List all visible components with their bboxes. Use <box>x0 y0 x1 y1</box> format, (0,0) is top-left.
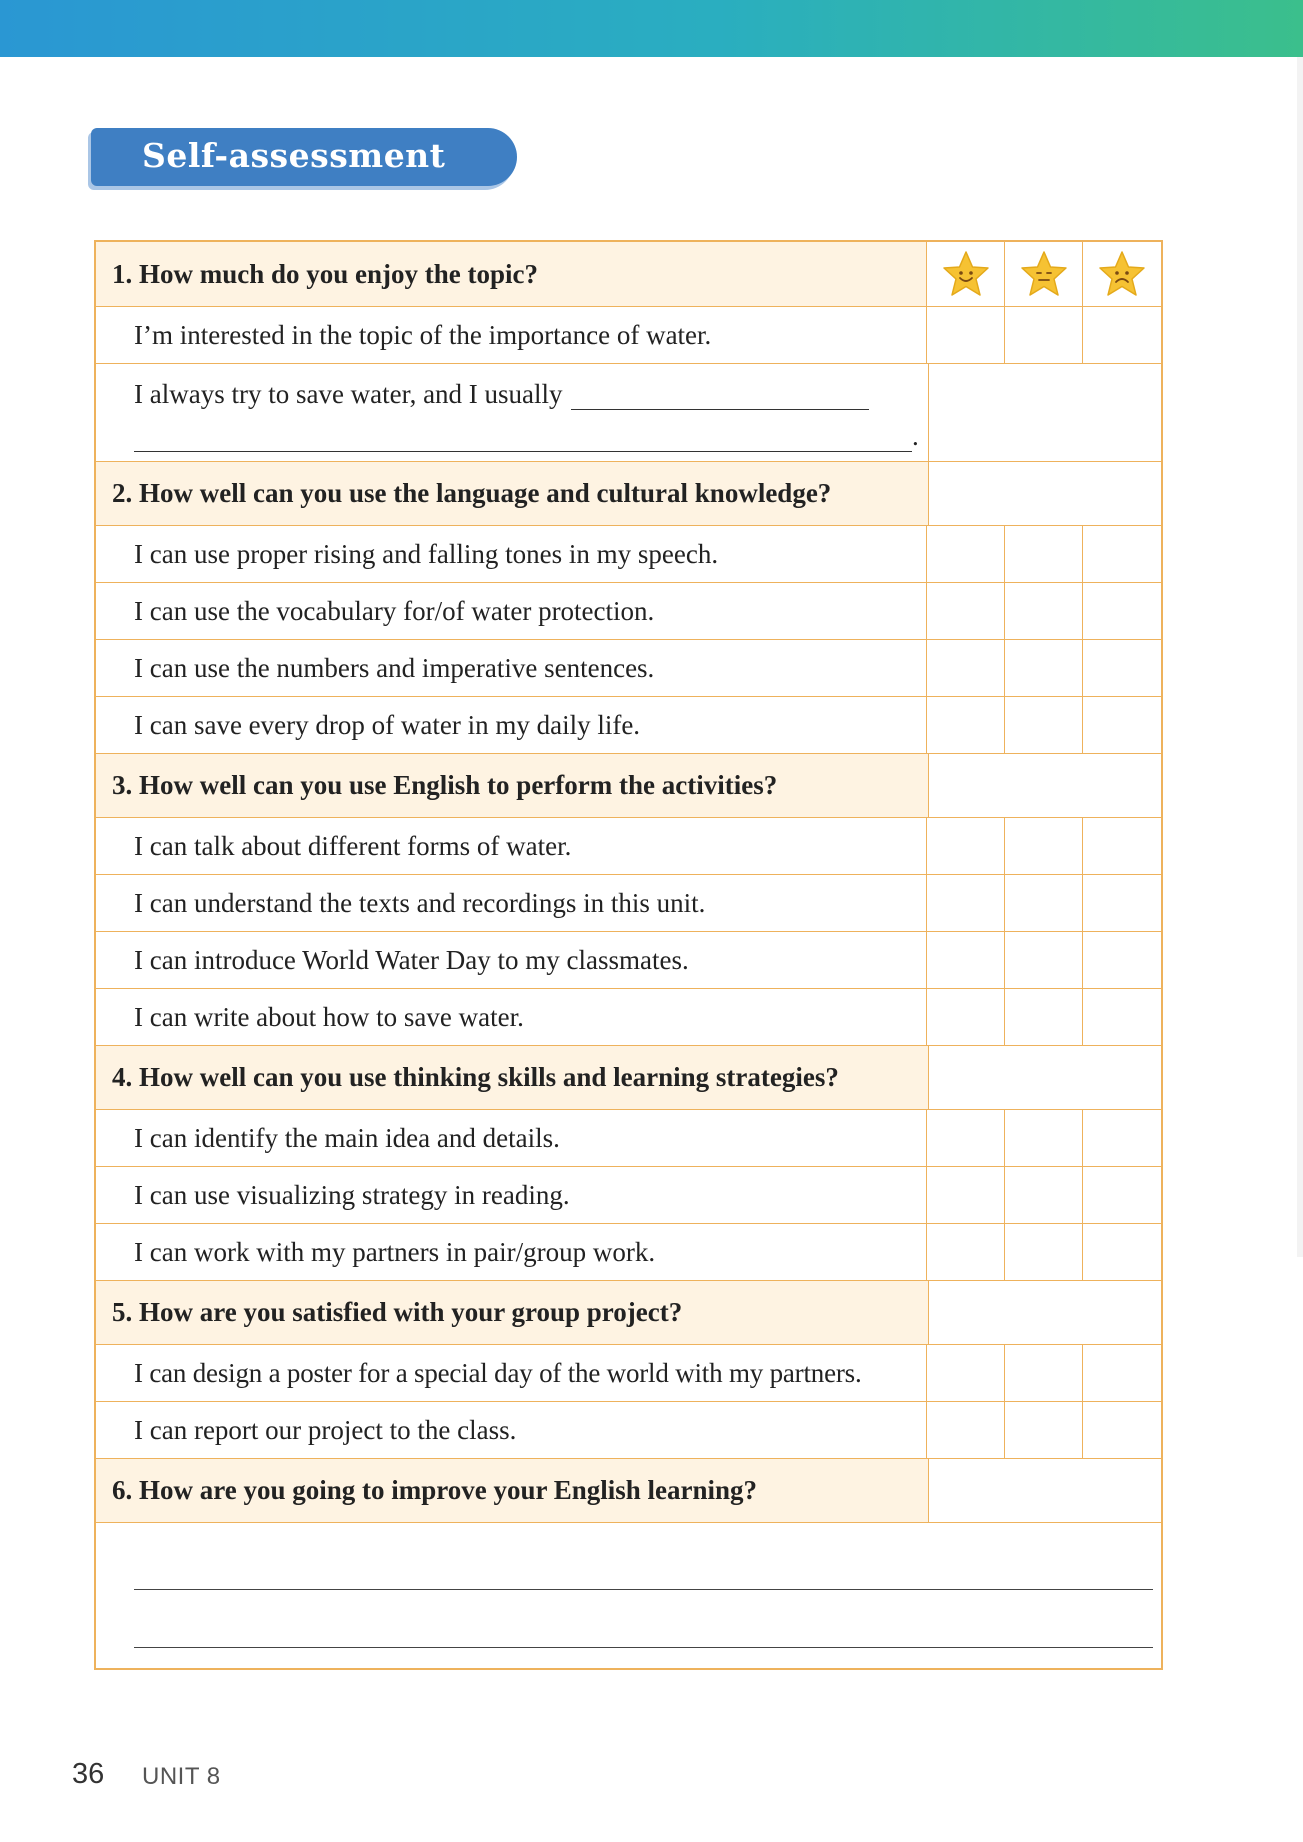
rating-cell-happy[interactable] <box>927 818 1005 874</box>
question-5: 5. How are you satisfied with your group project? <box>96 1281 929 1344</box>
rating-cell-neutral[interactable] <box>1005 932 1083 988</box>
rating-cell-sad[interactable] <box>1083 1345 1161 1401</box>
rating-cell-happy[interactable] <box>927 1345 1005 1401</box>
rating-cell-sad[interactable] <box>1083 697 1161 753</box>
rating-cell-sad[interactable] <box>1083 989 1161 1045</box>
answer-line-1[interactable] <box>134 1589 1153 1590</box>
statement-row <box>96 1401 1161 1458</box>
statement-row <box>96 696 1161 753</box>
rating-cell-neutral[interactable] <box>1005 989 1083 1045</box>
rating-cell-neutral[interactable] <box>1005 1167 1083 1223</box>
rating-cell-neutral[interactable] <box>1005 1402 1083 1458</box>
empty-cell <box>929 1459 1161 1522</box>
statement-text: I can save every drop of water in my daily life. <box>96 697 927 753</box>
statement-row <box>96 988 1161 1045</box>
rating-cell-neutral[interactable] <box>1005 875 1083 931</box>
rating-cell-happy[interactable] <box>927 1224 1005 1280</box>
statement-text: I always try to save water, and I usually <box>134 378 563 409</box>
statement-text: I can work with my partners in pair/group work. <box>96 1224 927 1280</box>
empty-cell <box>929 462 1161 525</box>
section-title: Self-assessment <box>142 136 446 175</box>
statement-text: I’m interested in the topic of the importance of water. <box>96 307 927 363</box>
question-row-1 <box>96 242 1161 306</box>
page-number: 36 <box>72 1758 105 1790</box>
statement-row <box>96 1109 1161 1166</box>
rating-cell-sad[interactable] <box>1083 818 1161 874</box>
answer-line-2[interactable] <box>134 1647 1153 1648</box>
rating-cell-happy[interactable] <box>927 1110 1005 1166</box>
statement-row <box>96 874 1161 931</box>
statement-text: I can identify the main idea and details. <box>96 1110 927 1166</box>
rating-cell-sad[interactable] <box>1083 932 1161 988</box>
empty-cell <box>929 754 1161 817</box>
open-answer-row <box>96 1522 1161 1668</box>
statement-row <box>96 639 1161 696</box>
rating-cell-happy[interactable] <box>927 989 1005 1045</box>
statement-text: I can use the vocabulary for/of water protection. <box>96 583 927 639</box>
rating-cell-sad[interactable] <box>1083 1110 1161 1166</box>
statement-text: I can understand the texts and recordings in this unit. <box>96 875 927 931</box>
rating-cell-happy[interactable] <box>927 932 1005 988</box>
statement-row-fill-in: I always try to save water, and I usually . <box>96 363 1161 461</box>
statement-text: I can introduce World Water Day to my classmates. <box>96 932 927 988</box>
statement-row <box>96 817 1161 874</box>
assessment-table <box>94 240 1163 1670</box>
question-row-4 <box>96 1045 1161 1109</box>
top-banner <box>0 0 1303 57</box>
rating-cell-neutral[interactable] <box>1005 1224 1083 1280</box>
sad-star-icon <box>1083 242 1161 306</box>
question-row-2 <box>96 461 1161 525</box>
rating-cell-happy[interactable] <box>927 875 1005 931</box>
rating-cell-happy[interactable] <box>927 640 1005 696</box>
rating-cell-sad[interactable] <box>1083 1167 1161 1223</box>
rating-cell-sad[interactable] <box>1083 307 1161 363</box>
statement-row <box>96 306 1161 363</box>
statement-row <box>96 525 1161 582</box>
statement-row <box>96 582 1161 639</box>
question-1: 1. How much do you enjoy the topic? <box>96 242 927 306</box>
rating-cell-sad[interactable] <box>1083 1402 1161 1458</box>
happy-star-icon <box>927 242 1005 306</box>
question-4: 4. How well can you use thinking skills and learning strategies? <box>96 1046 929 1109</box>
rating-cell-happy[interactable] <box>927 583 1005 639</box>
rating-cell-neutral[interactable] <box>1005 697 1083 753</box>
rating-cell-happy[interactable] <box>927 1167 1005 1223</box>
statement-row <box>96 1166 1161 1223</box>
question-row-3 <box>96 753 1161 817</box>
rating-cell-neutral[interactable] <box>1005 640 1083 696</box>
statement-text: I can use the numbers and imperative sentences. <box>96 640 927 696</box>
rating-cell-sad[interactable] <box>1083 875 1161 931</box>
unit-label: UNIT 8 <box>142 1763 221 1790</box>
question-row-5 <box>96 1280 1161 1344</box>
statement-row <box>96 1223 1161 1280</box>
question-row-6 <box>96 1458 1161 1522</box>
question-6: 6. How are you going to improve your English learning? <box>96 1459 929 1522</box>
rating-cell-neutral[interactable] <box>1005 307 1083 363</box>
statement-text: I can write about how to save water. <box>96 989 927 1045</box>
rating-cell-happy[interactable] <box>927 697 1005 753</box>
statement-text: I can design a poster for a special day of the world with my partners. <box>96 1345 927 1401</box>
page-edge <box>1297 57 1303 1257</box>
section-title-banner <box>91 128 517 186</box>
empty-cell <box>929 364 1161 461</box>
statement-row <box>96 1344 1161 1401</box>
fill-in-blank[interactable] <box>134 427 912 452</box>
neutral-star-icon <box>1005 242 1083 306</box>
statement-text: I can talk about different forms of water. <box>96 818 927 874</box>
rating-cell-neutral[interactable] <box>1005 1110 1083 1166</box>
rating-cell-neutral[interactable] <box>1005 1345 1083 1401</box>
statement-text: I can report our project to the class. <box>96 1402 927 1458</box>
rating-cell-sad[interactable] <box>1083 526 1161 582</box>
rating-cell-happy[interactable] <box>927 526 1005 582</box>
rating-cell-happy[interactable] <box>927 307 1005 363</box>
statement-row <box>96 931 1161 988</box>
rating-cell-sad[interactable] <box>1083 583 1161 639</box>
rating-cell-sad[interactable] <box>1083 640 1161 696</box>
statement-text: I can use visualizing strategy in reading. <box>96 1167 927 1223</box>
question-3: 3. How well can you use English to perform the activities? <box>96 754 929 817</box>
rating-cell-neutral[interactable] <box>1005 583 1083 639</box>
question-2: 2. How well can you use the language and cultural knowledge? <box>96 462 929 525</box>
rating-cell-neutral[interactable] <box>1005 818 1083 874</box>
fill-in-blank[interactable] <box>571 385 869 410</box>
rating-cell-sad[interactable] <box>1083 1224 1161 1280</box>
empty-cell <box>929 1281 1161 1344</box>
rating-cell-neutral[interactable] <box>1005 526 1083 582</box>
rating-cell-happy[interactable] <box>927 1402 1005 1458</box>
empty-cell <box>929 1046 1161 1109</box>
statement-text: I can use proper rising and falling tones in my speech. <box>96 526 927 582</box>
